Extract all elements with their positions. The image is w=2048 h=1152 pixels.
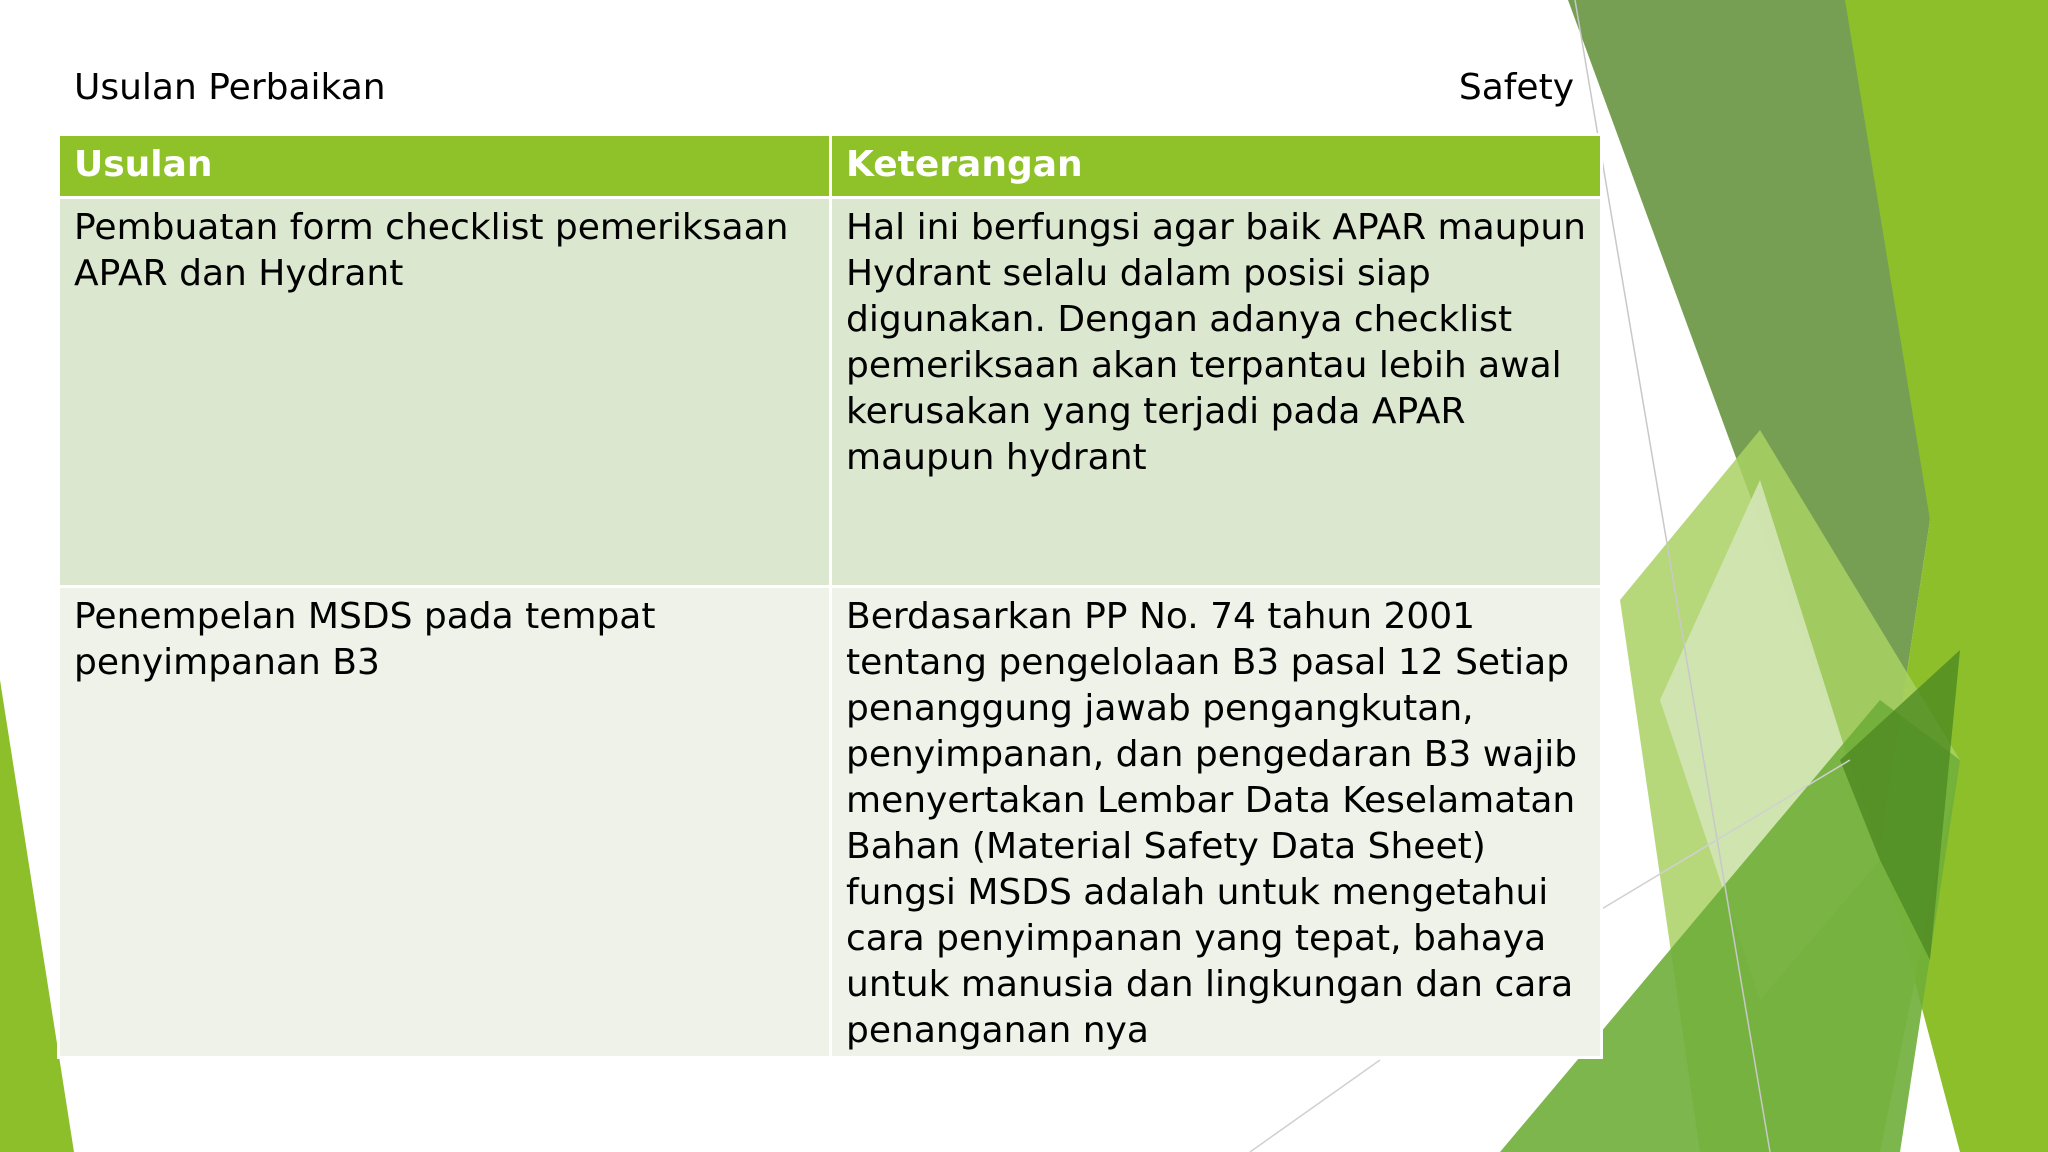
- improvement-table: [57, 133, 1603, 1059]
- deco-line-3: [1250, 1060, 1380, 1152]
- column-header-usulan: Usulan: [59, 135, 831, 198]
- cell-usulan: Penempelan MSDS pada tempat penyimpanan B3: [59, 587, 831, 1058]
- column-header-keterangan: Keterangan: [831, 135, 1602, 198]
- table-header-row: [59, 135, 1602, 198]
- slide-title: Usulan Perbaikan: [74, 67, 386, 108]
- slide-category: Safety: [1458, 67, 1574, 108]
- cell-keterangan: Berdasarkan PP No. 74 tahun 2001 tentang pengelolaan B3 pasal 12 Setiap penanggung jawab pengangkutan, penyimpanan, dan pengedaran B3 wajib menyertakan Lembar Data Keselamatan Bahan (Material Safety Data Sheet) fungsi MSDS adalah untuk mengetahui cara penyimpanan yang tepat, bahaya untuk manusia dan lingkungan dan cara penanganan nya: [831, 587, 1602, 1058]
- table-row: [59, 198, 1602, 587]
- table-row: [59, 587, 1602, 1058]
- cell-usulan: Pembuatan form checklist pemeriksaan APAR dan Hydrant: [59, 198, 831, 587]
- cell-keterangan: Hal ini berfungsi agar baik APAR maupun Hydrant selalu dalam posisi siap digunakan. Dengan adanya checklist pemeriksaan akan terpantau lebih awal kerusakan yang terjadi pada APAR maupun hydrant: [831, 198, 1602, 587]
